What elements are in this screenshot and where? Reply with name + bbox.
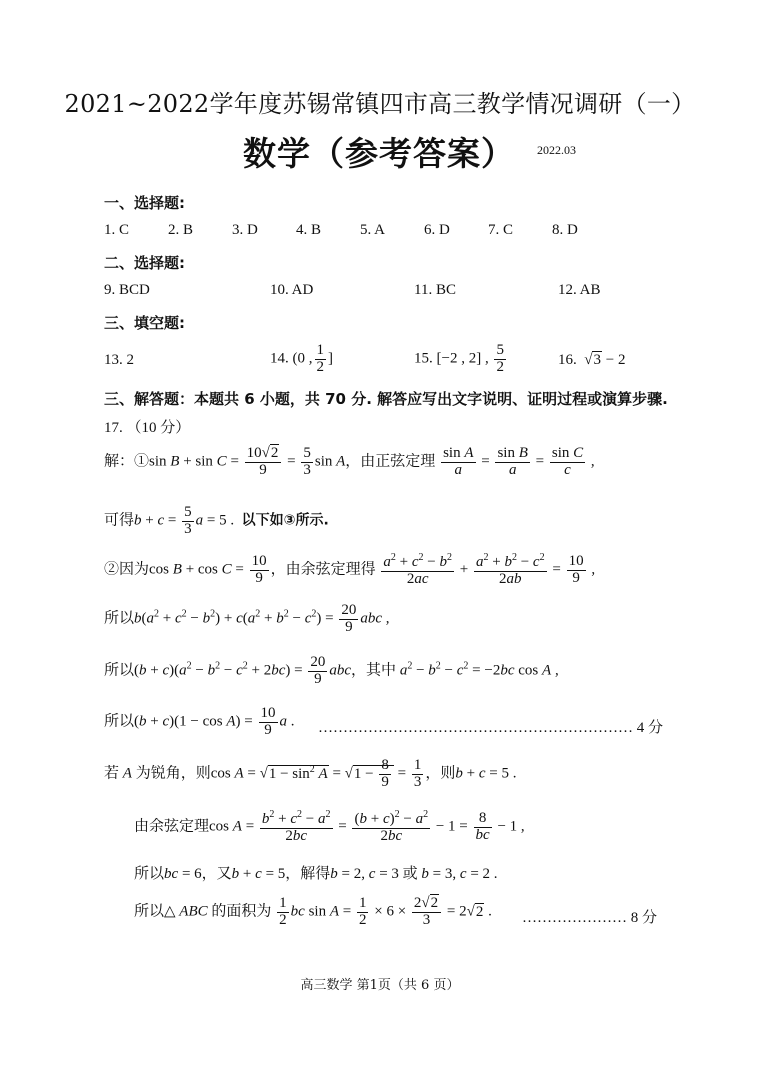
solution-line-7: 若 A 为锐角，则$\cos A = √1 - \sin^2 A = √1$ − $\frac{8}{9}$ = $\frac{1}{3}$ ，则b + c = 5 . (104, 757, 517, 790)
fill-answer-15: 15. [−2 , 2] , $\frac{5}{2}$ (414, 342, 504, 375)
problem-header: 17. （10 分） (104, 420, 191, 436)
fill-answer-14: 14. (0 , $\frac{1}{2}$ ] (270, 342, 333, 375)
multi-answer: 11. BC (414, 282, 456, 298)
mc-answer: 8. D (552, 222, 578, 238)
score-marker: ……………………………………………………… 4 分 (318, 720, 664, 736)
solution-line-3: ②因为cos B + cos C = $\frac{10}{9}$ ，由余弦定理得 $\frac{a^2 + c^2 - b^2}{2ac}$ + $\frac{a^2 + b^2 - c^2}{2ab}$ = $\frac{10}{9}$ , (104, 552, 596, 587)
mc-answer: 7. C (488, 222, 514, 238)
multi-answer: 10. AD (270, 282, 314, 298)
mc-answer: 3. D (232, 222, 258, 238)
section-multiple-select: 二、选择题: (104, 254, 185, 272)
solution-line-4: 所以$b(a^2 + c^2 - b^2) + c(a^2 + b^2 - c^2)$ = $\frac{20}{9}$ abc , (104, 602, 390, 635)
mc-answer: 1. C (104, 222, 130, 238)
mc-answer: 2. B (168, 222, 194, 238)
solution-line-5: 所以$(b + c)(a^2 - b^2 - c^2 + 2bc)$ = $\frac{20}{9}$ abc，其中 $a^2 - b^2 - c^2 = -2bc$ cos A , (104, 654, 559, 687)
page-title: 2021~2022学年度苏锡常镇四市高三教学情况调研（一） (64, 90, 696, 118)
solution-line-2: 可得b + c = $\frac{5}{3}$ a = 5 . 以下如③所示. (104, 504, 329, 537)
fill-answer-16: 16. √3 − 2 (558, 352, 626, 368)
fill-answer-13: 13. 2 (104, 352, 134, 368)
score-marker: ………………… 8 分 (522, 910, 658, 926)
section-solutions: 三、解答题：本题共 6 小题，共 70 分. 解答应写出文字说明、证明过程或演算步骤. (104, 390, 668, 408)
page-subtitle: 数学（参考答案） (243, 134, 515, 173)
mc-answer: 6. D (424, 222, 450, 238)
section-multiple-choice: 一、选择题: (104, 194, 185, 212)
multi-answer: 12. AB (558, 282, 601, 298)
solution-line-1: 解：①sin B + sin C = $\frac{10√2}{9}$ = $\frac{5}{3}$ sin A，由正弦定理 $\frac{\text{sin A}}{a}$ = $\frac{\text{sin B}}{a}$ = $\frac{\text{sin C}}{c}$ , (104, 445, 595, 478)
multi-answer: 9. BCD (104, 282, 150, 298)
mc-answer: 5. A (360, 222, 386, 238)
solution-line-8: 由余弦定理cos A = $\frac{b^2 + c^2 - a^2}{2bc}$ = $\frac{(b + c)^2 - a^2}{2bc}$ − 1 = $\frac{8}{bc}$ − 1 , (134, 809, 525, 844)
solution-line-10: 所以△ ABC 的面积为 $\frac{1}{2}$ bc sin A = $\frac{1}{2}$ × 6 × $\frac{2√2}{3}$ = 2√2 . (134, 895, 492, 928)
mc-answer: 4. B (296, 222, 322, 238)
page-footer: 高三数学 第1页（共 6 页） (300, 978, 460, 993)
solution-line-6: 所以(b + c)(1 − cos A) = $\frac{10}{9}$ a . (104, 705, 295, 738)
solution-line-9: 所以bc = 6，又b + c = 5，解得b = 2, c = 3 或 b = 3, c = 2 . (134, 866, 498, 882)
exam-date: 2022.03 (537, 143, 576, 157)
section-fill-in: 三、填空题: (104, 314, 185, 332)
